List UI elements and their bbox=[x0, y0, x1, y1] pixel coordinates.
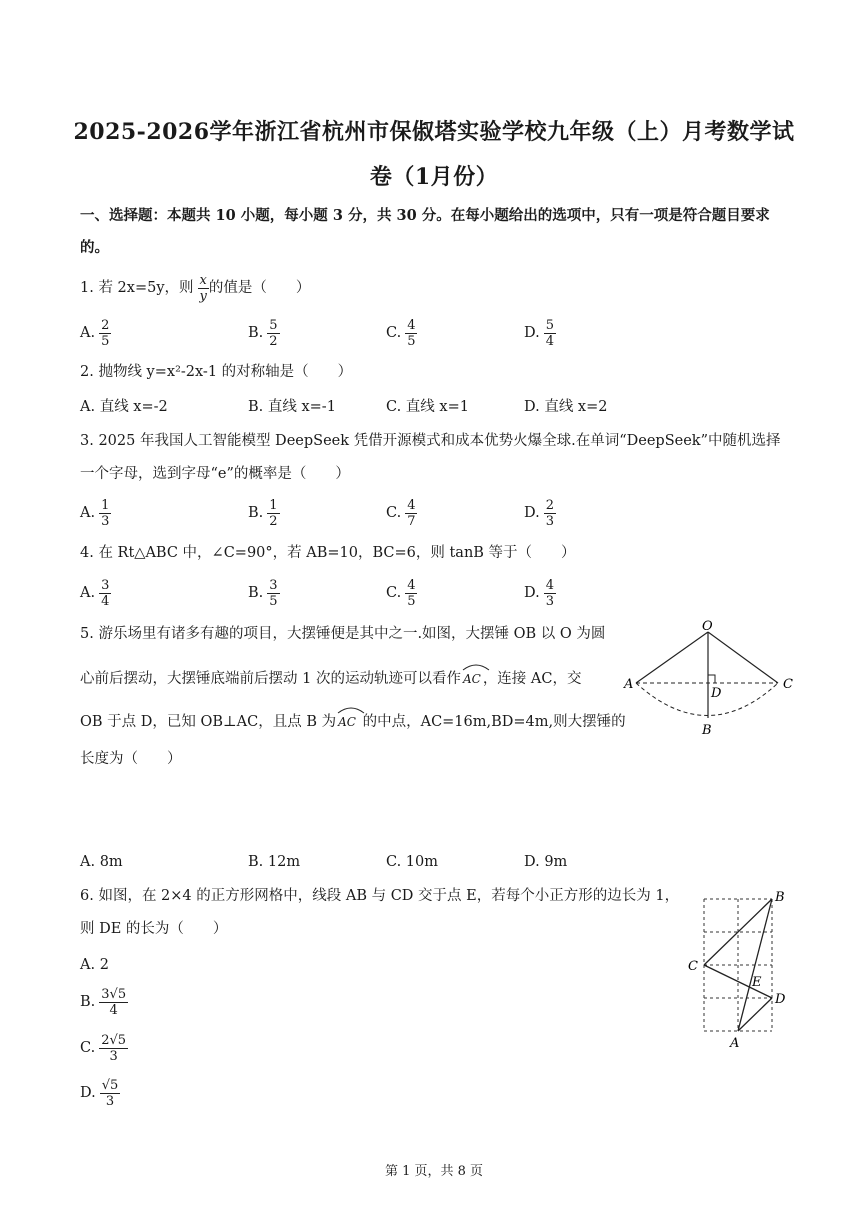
q1-frac-den: y bbox=[199, 288, 207, 304]
q2-option-b[interactable]: B. 直线 x=-1 bbox=[248, 399, 336, 415]
option-label: D. bbox=[524, 505, 540, 521]
q1-fraction bbox=[198, 273, 209, 304]
q6-option-c[interactable] bbox=[80, 1028, 128, 1068]
frac-den: 2 bbox=[269, 513, 278, 529]
option-label: B. bbox=[80, 994, 96, 1010]
question-4: 4. 在 Rt△ABC 中，∠C=90°，若 AB=10，BC=6，则 tanB 等于（ ） bbox=[80, 545, 576, 561]
q2-option-c[interactable]: C. 直线 x=1 bbox=[386, 399, 469, 415]
question-5-line-1: 5. 游乐场里有诸多有趣的项目，大摆锤便是其中之一.如图，大摆锤 OB 以 O 为圆 bbox=[80, 626, 606, 642]
frac-num: 4 bbox=[407, 497, 416, 513]
section-heading-line-2: 的。 bbox=[80, 239, 109, 256]
label-c: C bbox=[783, 677, 793, 692]
option-label: C. bbox=[386, 325, 402, 341]
line-oc bbox=[708, 632, 778, 683]
frac-num: 3√5 bbox=[101, 986, 127, 1002]
line-oa bbox=[636, 632, 708, 683]
frac-den: 5 bbox=[407, 593, 416, 609]
label-e: E bbox=[752, 975, 762, 990]
q5-text: 的中点，AC=16m,BD=4m,则大摆锤的 bbox=[357, 714, 626, 730]
question-5-line-3 bbox=[80, 708, 626, 732]
q5-text: 心前后摆动，大摆锤底端前后摆动 1 次的运动轨迹可以看作 bbox=[80, 671, 461, 687]
option-label: C. bbox=[386, 505, 402, 521]
right-angle-mark bbox=[708, 675, 715, 683]
q4-option-b[interactable] bbox=[248, 573, 280, 613]
q1-frac-num: x bbox=[199, 272, 207, 288]
q1-option-b[interactable] bbox=[248, 313, 280, 353]
frac-num: 3 bbox=[101, 577, 110, 593]
dashed-grid bbox=[704, 899, 772, 1031]
q3-option-b[interactable] bbox=[248, 493, 280, 533]
q1-stem-post: 的值是（ ） bbox=[208, 280, 311, 296]
q3-option-a[interactable] bbox=[80, 493, 111, 533]
arc-ac-symbol: AC bbox=[461, 665, 483, 689]
option-label: C. bbox=[386, 585, 402, 601]
q5-text: ，连接 AC，交 bbox=[482, 671, 582, 687]
segment-cd bbox=[704, 965, 772, 998]
q3-option-d[interactable] bbox=[524, 493, 556, 533]
arc-ac-dashed bbox=[636, 683, 778, 716]
frac-den: 3 bbox=[545, 593, 554, 609]
frac-num: 4 bbox=[545, 577, 554, 593]
title-line-1: 2025-2026学年浙江省杭州市保俶塔实验学校九年级（上）月考数学试 bbox=[73, 119, 795, 145]
frac-den: 2 bbox=[269, 333, 278, 349]
section-heading-line-1: 一、选择题：本题共 10 小题，每小题 3 分，共 30 分。在每小题给出的选项中，只有一项是符合题目要求 bbox=[80, 207, 770, 224]
frac-num: 5 bbox=[269, 317, 278, 333]
frac-den: 4 bbox=[545, 333, 554, 349]
label-d: D bbox=[775, 992, 786, 1007]
question-3-line-1: 3. 2025 年我国人工智能模型 DeepSeek 凭借开源模式和成本优势火爆全球.在单词“DeepSeek”中随机选择 bbox=[80, 433, 781, 449]
frac-den: 3 bbox=[105, 1093, 115, 1109]
frac-num: 1 bbox=[269, 497, 278, 513]
q1-option-d[interactable] bbox=[524, 313, 556, 353]
q5-option-a[interactable]: A. 8m bbox=[80, 854, 123, 870]
option-label: A. bbox=[80, 585, 96, 601]
question-1 bbox=[80, 272, 311, 304]
frac-num: √5 bbox=[101, 1077, 119, 1093]
question-2: 2. 抛物线 y=x²-2x-1 的对称轴是（ ） bbox=[80, 364, 353, 380]
segment-ad bbox=[738, 998, 772, 1031]
option-label: B. bbox=[248, 325, 264, 341]
frac-num: 1 bbox=[101, 497, 110, 513]
frac-den: 3 bbox=[109, 1048, 118, 1064]
label-c: C bbox=[688, 959, 698, 974]
question-6-line-1: 6. 如图，在 2×4 的正方形网格中，线段 AB 与 CD 交于点 E，若每个小正方形的边长为 1， bbox=[80, 888, 680, 904]
label-d: D bbox=[711, 686, 722, 701]
question-5-line-2 bbox=[80, 665, 582, 689]
arc-ac-symbol: AC bbox=[336, 708, 358, 732]
q6-option-d[interactable] bbox=[80, 1073, 120, 1113]
q1-stem-pre: 1. 若 2x=5y，则 bbox=[80, 280, 194, 296]
q4-option-d[interactable] bbox=[524, 573, 556, 613]
frac-den: 5 bbox=[101, 333, 110, 349]
label-o: O bbox=[702, 620, 713, 634]
option-label: D. bbox=[524, 325, 540, 341]
pendulum-figure bbox=[620, 620, 800, 740]
frac-num: 4 bbox=[407, 577, 416, 593]
option-label: A. bbox=[80, 505, 96, 521]
q5-option-d[interactable]: D. 9m bbox=[524, 854, 568, 870]
frac-den: 5 bbox=[407, 333, 416, 349]
q4-option-a[interactable] bbox=[80, 573, 111, 613]
question-3-line-2: 一个字母，选到字母“e”的概率是（ ） bbox=[80, 466, 350, 482]
title-line-2: 卷（1月份） bbox=[369, 164, 499, 190]
label-a: A bbox=[624, 677, 634, 692]
q3-option-c[interactable] bbox=[386, 493, 417, 533]
label-b: B bbox=[702, 723, 712, 738]
label-b: B bbox=[775, 890, 785, 905]
q5-option-c[interactable]: C. 10m bbox=[386, 854, 438, 870]
grid-figure bbox=[680, 884, 800, 1054]
frac-den: 3 bbox=[101, 513, 110, 529]
q1-option-c[interactable] bbox=[386, 313, 417, 353]
frac-num: 5 bbox=[545, 317, 554, 333]
option-label: A. bbox=[80, 325, 96, 341]
frac-num: 2√5 bbox=[101, 1032, 127, 1048]
q6-option-b[interactable] bbox=[80, 982, 128, 1022]
frac-den: 7 bbox=[407, 513, 416, 529]
q5-text: OB 于点 D，已知 OB⊥AC，且点 B 为 bbox=[80, 714, 337, 730]
question-5-line-4: 长度为（ ） bbox=[80, 751, 182, 767]
question-6-line-2: 则 DE 的长为（ ） bbox=[80, 921, 228, 937]
q1-option-a[interactable] bbox=[80, 313, 111, 353]
frac-num: 3 bbox=[269, 577, 278, 593]
frac-num: 4 bbox=[407, 317, 416, 333]
option-label: B. bbox=[248, 505, 264, 521]
option-label: D. bbox=[80, 1085, 96, 1101]
frac-den: 3 bbox=[545, 513, 554, 529]
q2-option-a[interactable]: A. 直线 x=-2 bbox=[80, 399, 168, 415]
frac-den: 5 bbox=[269, 593, 278, 609]
q5-option-b[interactable]: B. 12m bbox=[248, 854, 301, 870]
option-label: B. bbox=[248, 585, 264, 601]
option-label: C. bbox=[80, 1040, 96, 1056]
frac-den: 4 bbox=[101, 593, 110, 609]
label-a: A bbox=[730, 1036, 740, 1051]
frac-num: 2 bbox=[101, 317, 110, 333]
frac-den: 4 bbox=[109, 1002, 118, 1018]
q6-option-a[interactable]: A. 2 bbox=[80, 957, 109, 973]
q4-option-c[interactable] bbox=[386, 573, 417, 613]
frac-num: 2 bbox=[545, 497, 554, 513]
page-footer: 第 1 页，共 8 页 bbox=[384, 1164, 484, 1179]
option-label: D. bbox=[524, 585, 540, 601]
q2-option-d[interactable]: D. 直线 x=2 bbox=[524, 399, 608, 415]
